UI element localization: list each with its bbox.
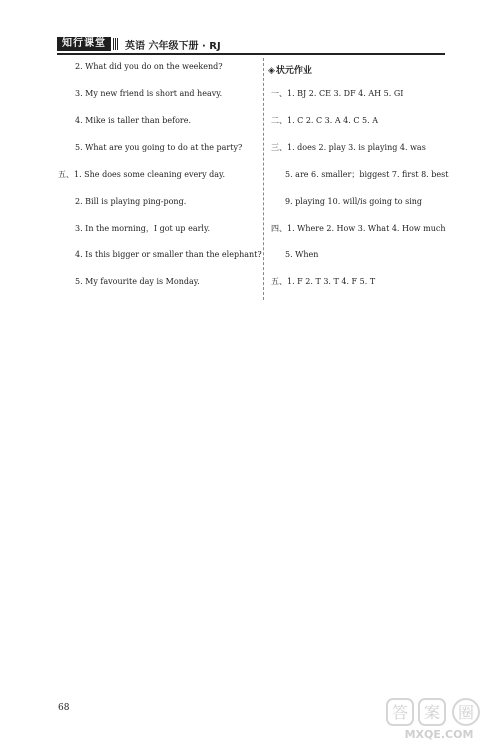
brand-logo: 知行课堂 [57, 37, 111, 51]
brand-bars-decoration [113, 38, 119, 50]
diamond-icon: ◈ [268, 66, 275, 76]
page-number: 68 [58, 703, 70, 713]
header-bar [57, 37, 221, 51]
answer-line: 4. Is this bigger or smaller than the elephant? [75, 250, 262, 259]
answer-line: 2. Bill is playing ping-pong. [75, 197, 187, 206]
answer-line: 5. What are you going to do at the party? [75, 143, 243, 152]
answer-line: 5. My favourite day is Monday. [75, 277, 200, 286]
watermark-logo [385, 697, 493, 741]
answer-line: 9. playing 10. will/is going to sing [285, 197, 423, 206]
column-divider [263, 58, 264, 300]
svg-text:案: 案 [423, 703, 441, 722]
answer-line: 五、1. F 2. T 3. T 4. F 5. T [271, 277, 376, 286]
answer-line: 5. When [285, 250, 319, 259]
answer-line: 2. What did you do on the weekend? [75, 62, 223, 71]
answer-line: 3. In the morning，I got up early. [75, 224, 210, 233]
header-title: 英语 六年级下册 · RJ [125, 40, 221, 52]
header-rule [57, 53, 445, 55]
answer-line: 一、1. BJ 2. CE 3. DF 4. AH 5. GI [271, 89, 404, 98]
answer-line: 三、1. does 2. play 3. is playing 4. was [271, 143, 426, 152]
svg-text:答: 答 [391, 703, 409, 722]
answer-line: 4. Mike is taller than before. [75, 116, 192, 125]
svg-text:圈: 圈 [457, 703, 475, 722]
svg-text:MXQE.COM: MXQE.COM [404, 728, 474, 741]
section-title-text: 状元作业 [275, 66, 312, 76]
answer-line: 五、1. She does some cleaning every day. [58, 170, 226, 179]
answer-line: 四、1. Where 2. How 3. What 4. How much [271, 224, 446, 233]
section-title [268, 63, 312, 76]
answer-line: 3. My new friend is short and heavy. [75, 89, 223, 98]
answer-line: 二、1. C 2. C 3. A 4. C 5. A [271, 116, 378, 125]
answer-line: 5. are 6. smaller；biggest 7. first 8. best [285, 170, 449, 179]
